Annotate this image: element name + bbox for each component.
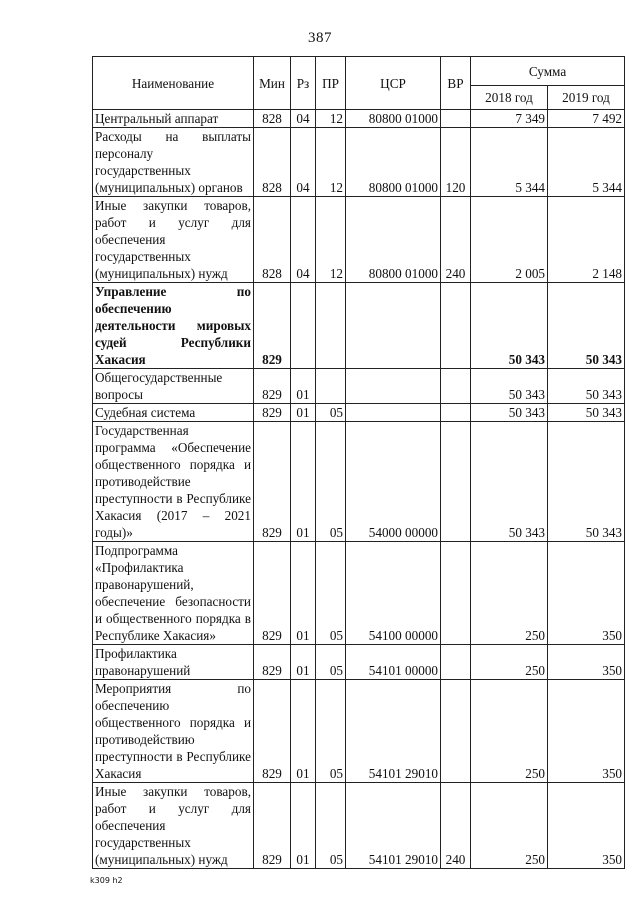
row-min: 829 bbox=[254, 783, 291, 869]
row-name: Управление по обеспечению деятельности мировых судей Республики Хакасия bbox=[93, 283, 254, 369]
table-row bbox=[93, 680, 625, 783]
header-pr: ПР bbox=[316, 57, 346, 110]
row-csr: 80800 01000 bbox=[346, 110, 441, 128]
row-vr bbox=[441, 283, 471, 369]
table-row bbox=[93, 422, 625, 542]
row-vr: 240 bbox=[441, 197, 471, 283]
row-rz: 01 bbox=[291, 404, 316, 422]
row-min: 829 bbox=[254, 542, 291, 645]
row-csr: 54101 29010 bbox=[346, 783, 441, 869]
row-min: 829 bbox=[254, 645, 291, 680]
table-body bbox=[93, 110, 625, 869]
row-rz: 04 bbox=[291, 197, 316, 283]
budget-table bbox=[92, 56, 625, 869]
row-vr bbox=[441, 404, 471, 422]
table-row bbox=[93, 128, 625, 197]
row-sum-2018: 50 343 bbox=[471, 422, 548, 542]
header-sum: Сумма bbox=[471, 57, 625, 86]
row-pr: 05 bbox=[316, 404, 346, 422]
row-pr bbox=[316, 369, 346, 404]
row-name: Судебная система bbox=[93, 404, 254, 422]
row-name: Иные закупки товаров, работ и услуг для обеспечения государственных (муниципальных) нужд bbox=[93, 197, 254, 283]
row-pr: 12 bbox=[316, 128, 346, 197]
row-pr: 12 bbox=[316, 197, 346, 283]
row-sum-2018: 250 bbox=[471, 542, 548, 645]
row-sum-2019: 50 343 bbox=[548, 283, 625, 369]
table-row bbox=[93, 783, 625, 869]
header-rz: Рз bbox=[291, 57, 316, 110]
row-sum-2018: 50 343 bbox=[471, 404, 548, 422]
row-sum-2018: 50 343 bbox=[471, 369, 548, 404]
row-sum-2018: 2 005 bbox=[471, 197, 548, 283]
row-sum-2019: 350 bbox=[548, 680, 625, 783]
row-pr: 05 bbox=[316, 645, 346, 680]
row-vr: 240 bbox=[441, 783, 471, 869]
row-rz bbox=[291, 283, 316, 369]
row-csr: 54101 00000 bbox=[346, 645, 441, 680]
row-sum-2018: 7 349 bbox=[471, 110, 548, 128]
row-name: Профилактика правонарушений bbox=[93, 645, 254, 680]
row-csr: 54101 29010 bbox=[346, 680, 441, 783]
row-sum-2018: 250 bbox=[471, 645, 548, 680]
row-rz: 01 bbox=[291, 422, 316, 542]
row-csr bbox=[346, 404, 441, 422]
row-csr bbox=[346, 283, 441, 369]
row-name: Мероприятия по обеспечению общественного порядка и противодействию преступности в Республике Хакасия bbox=[93, 680, 254, 783]
row-rz: 01 bbox=[291, 645, 316, 680]
row-min: 828 bbox=[254, 110, 291, 128]
row-vr: 120 bbox=[441, 128, 471, 197]
row-sum-2018: 250 bbox=[471, 680, 548, 783]
row-pr: 05 bbox=[316, 680, 346, 783]
row-name: Подпрограмма «Профилактика правонарушений, обеспечение безопасности и общественного порядка в Республике Хакасия» bbox=[93, 542, 254, 645]
row-pr: 12 bbox=[316, 110, 346, 128]
table-row bbox=[93, 404, 625, 422]
row-rz: 01 bbox=[291, 783, 316, 869]
row-vr bbox=[441, 369, 471, 404]
row-sum-2019: 350 bbox=[548, 542, 625, 645]
header-min: Мин bbox=[254, 57, 291, 110]
row-sum-2019: 50 343 bbox=[548, 369, 625, 404]
header-year-2018: 2018 год bbox=[471, 86, 548, 110]
row-vr bbox=[441, 542, 471, 645]
row-csr: 54000 00000 bbox=[346, 422, 441, 542]
row-sum-2019: 5 344 bbox=[548, 128, 625, 197]
row-sum-2019: 50 343 bbox=[548, 422, 625, 542]
row-rz: 01 bbox=[291, 542, 316, 645]
row-name: Расходы на выплаты персоналу государственных (муниципальных) органов bbox=[93, 128, 254, 197]
row-sum-2019: 2 148 bbox=[548, 197, 625, 283]
row-sum-2018: 50 343 bbox=[471, 283, 548, 369]
table-row bbox=[93, 110, 625, 128]
header-vr: ВР bbox=[441, 57, 471, 110]
row-pr: 05 bbox=[316, 542, 346, 645]
row-vr bbox=[441, 680, 471, 783]
header-csr: ЦСР bbox=[346, 57, 441, 110]
row-rz: 04 bbox=[291, 110, 316, 128]
row-csr: 80800 01000 bbox=[346, 197, 441, 283]
row-sum-2019: 7 492 bbox=[548, 110, 625, 128]
row-min: 829 bbox=[254, 404, 291, 422]
row-rz: 04 bbox=[291, 128, 316, 197]
table-row bbox=[93, 197, 625, 283]
row-name: Центральный аппарат bbox=[93, 110, 254, 128]
row-rz: 01 bbox=[291, 680, 316, 783]
row-vr bbox=[441, 645, 471, 680]
table-row bbox=[93, 369, 625, 404]
row-name: Общегосударственные вопросы bbox=[93, 369, 254, 404]
row-rz: 01 bbox=[291, 369, 316, 404]
header-year-2019: 2019 год bbox=[548, 86, 625, 110]
header-name: Наименование bbox=[93, 57, 254, 110]
row-csr: 80800 01000 bbox=[346, 128, 441, 197]
row-csr bbox=[346, 369, 441, 404]
footer-code: k309 h2 bbox=[90, 876, 123, 885]
row-min: 829 bbox=[254, 680, 291, 783]
table-row bbox=[93, 645, 625, 680]
row-min: 828 bbox=[254, 197, 291, 283]
row-sum-2019: 350 bbox=[548, 645, 625, 680]
row-name: Иные закупки товаров, работ и услуг для обеспечения государственных (муниципальных) нужд bbox=[93, 783, 254, 869]
row-sum-2018: 250 bbox=[471, 783, 548, 869]
table-row bbox=[93, 542, 625, 645]
row-csr: 54100 00000 bbox=[346, 542, 441, 645]
row-pr: 05 bbox=[316, 422, 346, 542]
row-pr: 05 bbox=[316, 783, 346, 869]
row-min: 829 bbox=[254, 422, 291, 542]
row-vr bbox=[441, 110, 471, 128]
row-min: 829 bbox=[254, 369, 291, 404]
row-vr bbox=[441, 422, 471, 542]
row-name: Государственная программа «Обеспечение общественного порядка и противодействие преступности в Республике Хакасия (2017 – 2021 годы)» bbox=[93, 422, 254, 542]
row-min: 828 bbox=[254, 128, 291, 197]
row-sum-2019: 350 bbox=[548, 783, 625, 869]
row-min: 829 bbox=[254, 283, 291, 369]
page-number: 387 bbox=[308, 30, 332, 46]
table-row bbox=[93, 283, 625, 369]
row-pr bbox=[316, 283, 346, 369]
row-sum-2019: 50 343 bbox=[548, 404, 625, 422]
row-sum-2018: 5 344 bbox=[471, 128, 548, 197]
